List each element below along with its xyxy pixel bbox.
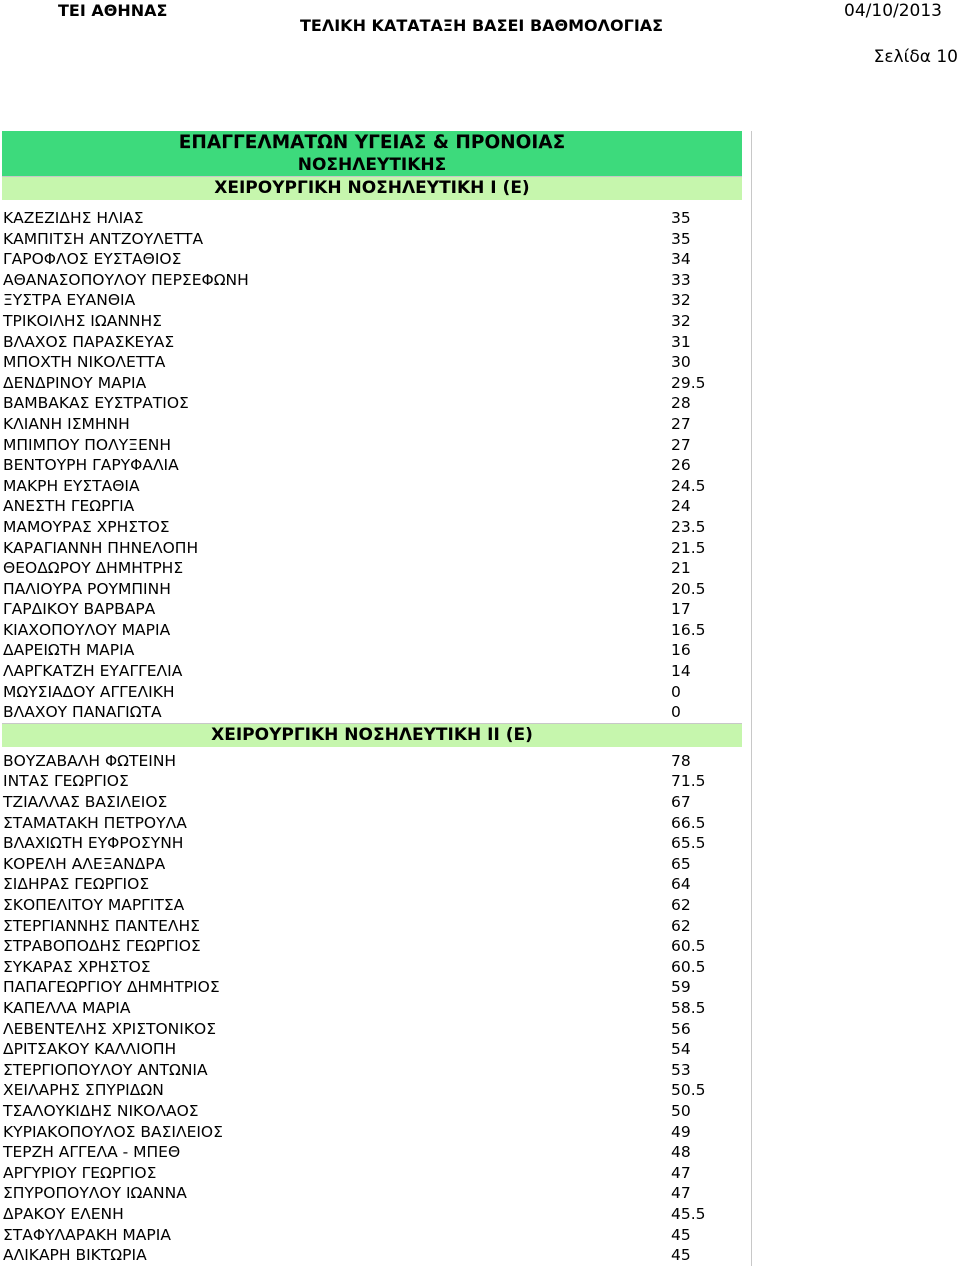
table-row (2, 833, 751, 854)
student-name: ΚΟΡΕΛΗ ΑΛΕΞΑΝΔΡΑ (3, 854, 166, 873)
student-name: ΜΠΙΜΠΟΥ ΠΟΛΥΞΕΝΗ (3, 435, 171, 454)
course-heading: ΧΕΙΡΟΥΡΓΙΚΗ ΝΟΣΗΛΕΥΤΙΚΗ ΙΙ (Ε) (2, 723, 742, 747)
student-score: 16 (671, 641, 691, 660)
student-name: ΒΟΥΖΑΒΑΛΗ ΦΩΤΕΙΝΗ (3, 751, 177, 770)
table-row (2, 290, 751, 311)
department-heading: ΝΟΣΗΛΕΥΤΙΚΗΣ (2, 154, 742, 176)
table-row (2, 813, 751, 834)
student-score: 17 (671, 600, 691, 619)
student-score: 65 (671, 854, 691, 873)
student-score: 48 (671, 1143, 691, 1162)
table-row (2, 435, 751, 456)
student-name: ΑΛΙΚΑΡΗ ΒΙΚΤΩΡΙΑ (3, 1246, 147, 1265)
table-row (2, 702, 751, 723)
table-row (2, 936, 751, 957)
student-name: ΣΤΑΜΑΤΑΚΗ ΠΕΤΡΟΥΛΑ (3, 813, 187, 832)
student-score: 28 (671, 394, 691, 413)
student-score: 50 (671, 1101, 691, 1120)
student-score: 45 (671, 1225, 691, 1244)
student-score: 78 (671, 751, 691, 770)
student-name: ΣΙΔΗΡΑΣ ΓΕΩΡΓΙΟΣ (3, 875, 150, 894)
page-number: Σελίδα 10 (873, 47, 958, 67)
student-score: 47 (671, 1163, 691, 1182)
report-title: ΤΕΛΙΚΗ ΚΑΤΑΤΑΞΗ ΒΑΣΕΙ ΒΑΘΜΟΛΟΓΙΑΣ (300, 16, 664, 35)
student-score: 34 (671, 250, 691, 269)
table-row (2, 1019, 751, 1040)
table-row (2, 476, 751, 497)
student-score: 35 (671, 209, 691, 227)
student-score: 21.5 (671, 538, 706, 557)
table-row (2, 496, 751, 517)
student-name: ΒΛΑΧΟΣ ΠΑΡΑΣΚΕΥΑΣ (3, 332, 175, 351)
student-name: ΔΡΑΚΟΥ ΕΛΕΝΗ (3, 1204, 124, 1223)
table-row (2, 1245, 751, 1266)
student-name: ΒΛΑΧΙΩΤΗ ΕΥΦΡΟΣΥΝΗ (3, 834, 184, 853)
student-score: 62 (671, 916, 691, 935)
table-row (2, 916, 751, 937)
student-name: ΑΡΓΥΡΙΟΥ ΓΕΩΡΓΙΟΣ (3, 1163, 157, 1182)
student-score: 24 (671, 497, 691, 516)
table-row (2, 373, 751, 394)
student-name: ΜΠΟΧΤΗ ΝΙΚΟΛΕΤΤΑ (3, 353, 166, 372)
student-name: ΤΣΑΛΟΥΚΙΔΗΣ ΝΙΚΟΛΑΟΣ (3, 1101, 199, 1120)
student-name: ΜΑΚΡΗ ΕΥΣΤΑΘΙΑ (3, 476, 140, 495)
table-row (2, 1204, 751, 1225)
faculty-heading: ΕΠΑΓΓΕΛΜΑΤΩΝ ΥΓΕΙΑΣ & ΠΡΟΝΟΙΑΣ (2, 131, 742, 154)
student-score: 45.5 (671, 1204, 706, 1223)
table-row (2, 517, 751, 538)
student-score: 33 (671, 270, 691, 289)
student-name: ΓΑΡΟΦΛΟΣ ΕΥΣΤΑΘΙΟΣ (3, 250, 182, 269)
table-row (2, 854, 751, 875)
student-name: ΣΠΥΡΟΠΟΥΛΟΥ ΙΩΑΝΝΑ (3, 1184, 187, 1203)
student-name: ΚΛΙΑΝΗ ΙΣΜΗΝΗ (3, 414, 130, 433)
student-score: 35 (671, 229, 691, 248)
student-score: 58.5 (671, 998, 706, 1017)
student-name: ΧΕΙΛΑΡΗΣ ΣΠΥΡΙΔΩΝ (3, 1081, 164, 1100)
student-name: ΚΑΖΕΖΙΔΗΣ ΗΛΙΑΣ (3, 209, 144, 227)
student-score: 62 (671, 896, 691, 914)
table-row (2, 1225, 751, 1246)
student-name: ΚΥΡΙΑΚΟΠΟΥΛΟΣ ΒΑΣΙΛΕΙΟΣ (3, 1122, 223, 1141)
course-sections (2, 176, 751, 1266)
student-score: 49 (671, 1122, 691, 1141)
table-row (2, 229, 751, 250)
table-row (2, 682, 751, 703)
table-row (2, 579, 751, 600)
table-row (2, 249, 751, 270)
table-row (2, 874, 751, 895)
table-row (2, 751, 751, 772)
student-score: 54 (671, 1040, 691, 1059)
student-score: 30 (671, 353, 691, 372)
student-score: 50.5 (671, 1081, 706, 1100)
student-name: ΔΡΙΤΣΑΚΟΥ ΚΑΛΛΙΟΠΗ (3, 1040, 177, 1059)
student-name: ΤΡΙΚΟΙΛΗΣ ΙΩΑΝΝΗΣ (3, 311, 162, 330)
table-row (2, 1163, 751, 1184)
table-row (2, 455, 751, 476)
student-score: 32 (671, 311, 691, 330)
student-score: 16.5 (671, 620, 706, 639)
student-score: 27 (671, 414, 691, 433)
student-score: 27 (671, 435, 691, 454)
table-row (2, 352, 751, 373)
student-name: ΘΕΟΔΩΡΟΥ ΔΗΜΗΤΡΗΣ (3, 559, 184, 578)
table-row (2, 661, 751, 682)
table-row (2, 957, 751, 978)
student-score: 24.5 (671, 476, 706, 495)
institution-name: ΤΕΙ ΑΘΗΝΑΣ (58, 1, 168, 20)
student-score: 21 (671, 559, 691, 578)
student-name: ΛΕΒΕΝΤΕΛΗΣ ΧΡΙΣΤΟΝΙΚΟΣ (3, 1019, 216, 1038)
student-score: 60.5 (671, 937, 706, 956)
student-score: 23.5 (671, 517, 706, 536)
table-row (2, 620, 751, 641)
student-score: 0 (671, 703, 681, 722)
student-name: ΒΑΜΒΑΚΑΣ ΕΥΣΤΡΑΤΙΟΣ (3, 394, 189, 413)
student-name: ΣΥΚΑΡΑΣ ΧΡΗΣΤΟΣ (3, 957, 151, 976)
student-name: ΓΑΡΔΙΚΟΥ ΒΑΡΒΑΡΑ (3, 600, 156, 619)
table-row (2, 977, 751, 998)
table-row (2, 792, 751, 813)
student-score: 32 (671, 291, 691, 310)
student-name: ΚΑΠΕΛΛΑ ΜΑΡΙΑ (3, 998, 131, 1017)
table-row (2, 393, 751, 414)
student-score: 0 (671, 682, 681, 701)
student-score: 67 (671, 793, 691, 812)
table-row (2, 332, 751, 353)
student-score: 26 (671, 456, 691, 475)
student-name: ΣΤΡΑΒΟΠΟΔΗΣ ΓΕΩΡΓΙΟΣ (3, 937, 201, 956)
student-score: 14 (671, 662, 691, 681)
student-score: 64 (671, 875, 691, 894)
student-name: ΙΝΤΑΣ ΓΕΩΡΓΙΟΣ (3, 772, 129, 791)
student-name: ΒΛΑΧΟΥ ΠΑΝΑΓΙΩΤΑ (3, 703, 162, 722)
student-name: ΑΝΕΣΤΗ ΓΕΩΡΓΙΑ (3, 497, 135, 516)
student-name: ΠΑΠΑΓΕΩΡΓΙΟΥ ΔΗΜΗΤΡΙΟΣ (3, 978, 220, 997)
student-name: ΚΑΡΑΓΙΑΝΝΗ ΠΗΝΕΛΟΠΗ (3, 538, 199, 557)
student-score: 20.5 (671, 579, 706, 598)
table-row (2, 208, 751, 229)
student-score: 31 (671, 332, 691, 351)
student-name: ΣΚΟΠΕΛΙΤΟΥ ΜΑΡΓΙΤΣΑ (3, 896, 185, 914)
table-row (2, 414, 751, 435)
student-score: 66.5 (671, 813, 706, 832)
table-row (2, 640, 751, 661)
student-score: 29.5 (671, 373, 706, 392)
student-name: ΤΖΙΑΛΛΑΣ ΒΑΣΙΛΕΙΟΣ (3, 793, 168, 812)
student-score: 45 (671, 1246, 691, 1265)
student-score: 53 (671, 1060, 691, 1079)
student-name: ΣΤΑΦΥΛΑΡΑΚΗ ΜΑΡΙΑ (3, 1225, 171, 1244)
student-name: ΛΑΡΓΚΑΤΖΗ ΕΥΑΓΓΕΛΙΑ (3, 662, 183, 681)
student-name: ΔΑΡΕΙΩΤΗ ΜΑΡΙΑ (3, 641, 135, 660)
student-name: ΚΙΑΧΟΠΟΥΛΟΥ ΜΑΡΙΑ (3, 620, 171, 639)
section-spacer (2, 200, 751, 208)
student-name: ΜΑΜΟΥΡΑΣ ΧΡΗΣΤΟΣ (3, 517, 170, 536)
ranking-table (2, 131, 752, 1266)
table-row (2, 311, 751, 332)
student-name: ΚΑΜΠΙΤΣΗ ΑΝΤΖΟΥΛΕΤΤΑ (3, 229, 204, 248)
student-score: 47 (671, 1184, 691, 1203)
table-row (2, 1142, 751, 1163)
table-row (2, 1039, 751, 1060)
student-score: 56 (671, 1019, 691, 1038)
table-row (2, 895, 751, 916)
course-heading: ΧΕΙΡΟΥΡΓΙΚΗ ΝΟΣΗΛΕΥΤΙΚΗ Ι (Ε) (2, 176, 742, 200)
table-row (2, 1183, 751, 1204)
student-score: 65.5 (671, 834, 706, 853)
table-row (2, 538, 751, 559)
student-name: ΣΤΕΡΓΙΟΠΟΥΛΟΥ ΑΝΤΩΝΙΑ (3, 1060, 208, 1079)
table-row (2, 1060, 751, 1081)
table-row (2, 771, 751, 792)
table-row (2, 998, 751, 1019)
student-score: 60.5 (671, 957, 706, 976)
student-name: ΑΘΑΝΑΣΟΠΟΥΛΟΥ ΠΕΡΣΕΦΩΝΗ (3, 270, 249, 289)
table-row (2, 270, 751, 291)
student-name: ΞΥΣΤΡΑ ΕΥΑΝΘΙΑ (3, 291, 136, 310)
student-score: 71.5 (671, 772, 706, 791)
student-name: ΒΕΝΤΟΥΡΗ ΓΑΡΥΦΑΛΙΑ (3, 456, 179, 475)
table-row (2, 558, 751, 579)
student-name: ΜΩΥΣΙΑΔΟΥ ΑΓΓΕΛΙΚΗ (3, 682, 175, 701)
student-name: ΔΕΝΔΡΙΝΟΥ ΜΑΡΙΑ (3, 373, 147, 392)
table-row (2, 599, 751, 620)
report-date: 04/10/2013 (844, 1, 942, 21)
table-row (2, 1080, 751, 1101)
student-name: ΣΤΕΡΓΙΑΝΝΗΣ ΠΑΝΤΕΛΗΣ (3, 916, 200, 935)
table-row (2, 1122, 751, 1143)
table-row (2, 1101, 751, 1122)
student-name: ΤΕΡΖΗ ΑΓΓΕΛΑ - ΜΠΕΘ (3, 1143, 181, 1162)
student-score: 59 (671, 978, 691, 997)
student-name: ΠΑΛΙΟΥΡΑ ΡΟΥΜΠΙΝΗ (3, 579, 171, 598)
